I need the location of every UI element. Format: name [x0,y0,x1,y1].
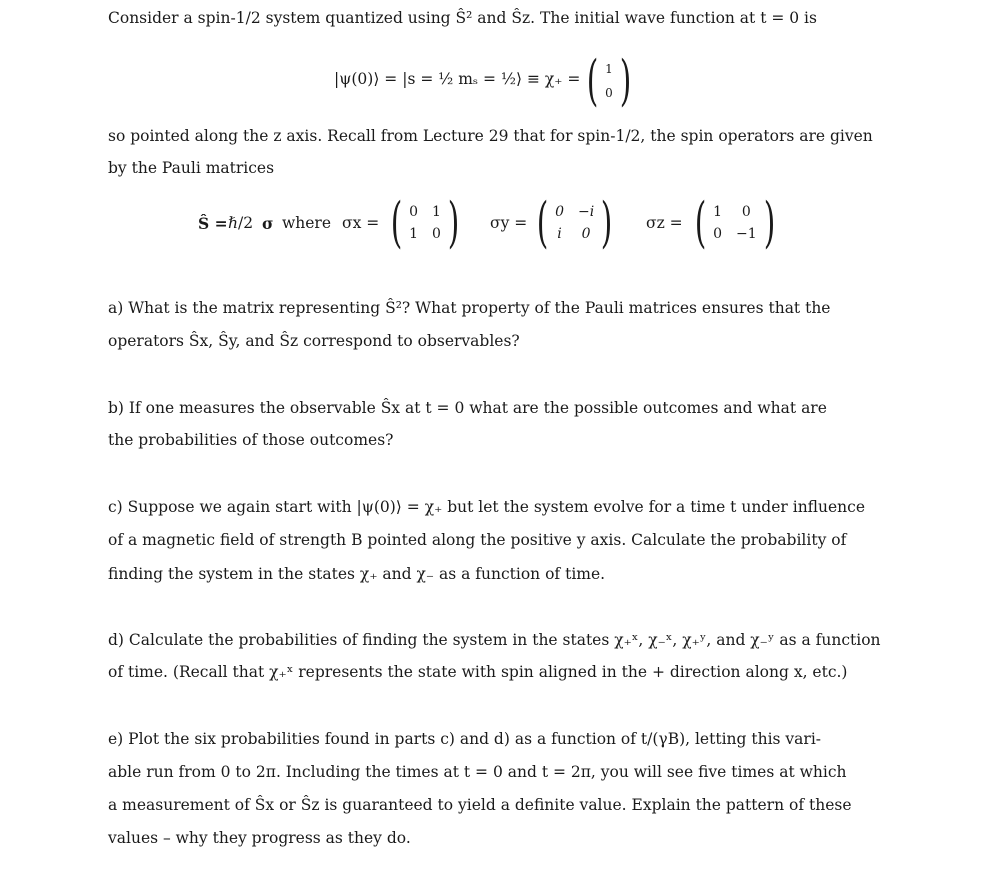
part-a-line-2: operators Ŝx, Ŝy, and Ŝz correspond to observables? [108,332,520,350]
sigma-y-label: σy = [490,214,528,232]
part-c-line-2: of a magnetic field of strength B pointed along the positive y axis. Calculate the probability of [108,531,847,549]
matrix-entry: 0 [432,226,441,242]
where-word: where [282,214,332,232]
part-b-line-2: the probabilities of those outcomes? [108,431,394,449]
matrix-entry: 0 [713,226,722,242]
recall-line-1: so pointed along the z axis. Recall from Lecture 29 that for spin-1/2, the spin operators are given [108,127,873,145]
intro-line: Consider a spin-1/2 system quantized using Ŝ² and Ŝz. The initial wave function at t = 0 is [108,9,817,27]
matrix-entry: 0 [555,204,564,220]
part-a-line-1: a) What is the matrix representing Ŝ²? What property of the Pauli matrices ensures that the [108,299,831,317]
sigma-x-matrix: ( 0 1 1 0 ) [390,191,460,254]
part-e-line-3: a measurement of Ŝx or Ŝz is guaranteed to yield a definite value. Explain the pattern of these [108,796,852,814]
sigma-y-matrix: ( 0 −i i 0 ) [536,191,613,254]
part-d-line-1: d) Calculate the probabilities of finding the system in the states χ₊ˣ, χ₋ˣ, χ₊ʸ, and χ₋ʸ as a function [108,631,881,649]
matrix-entry: 0 [581,226,591,242]
vec-entry: 0 [605,86,613,100]
spin-operator-symbol: Ŝ = [198,214,228,233]
part-e-line-4: values – why they progress as they do. [108,829,411,847]
sigma-z-matrix: ( 1 0 0 −1 ) [694,191,775,254]
matrix-entry: 0 [409,204,418,220]
matrix-entry: −1 [736,226,757,242]
matrix-entry: 1 [432,204,441,220]
vec-entry: 1 [605,62,613,76]
part-d-line-2: of time. (Recall that χ₊ˣ represents the state with spin aligned in the + direction along x, etc.) [108,663,848,681]
matrix-entry: 0 [741,204,751,220]
sigma-vector: σ [262,214,274,233]
initial-state-equation: |ψ(0)⟩ = |s = ½ mₛ = ½⟩ ≡ χ₊ = [334,70,581,88]
initial-state-vector: ( 1 0 ) [586,49,632,112]
sigma-x-label: σx = [342,214,380,232]
hbar-over-two: ℏ/2 [228,214,254,232]
matrix-entry: 1 [409,226,418,242]
part-c-line-1: c) Suppose we again start with |ψ(0)⟩ = χ₊ but let the system evolve for a time t under influence [108,498,866,516]
matrix-entry: −i [578,204,595,220]
matrix-entry: i [557,226,562,242]
sigma-z-label: σz = [646,214,683,232]
part-e-line-1: e) Plot the six probabilities found in parts c) and d) as a function of t/(γB), letting this vari- [108,730,822,748]
matrix-entry: 1 [713,204,722,220]
recall-line-2: by the Pauli matrices [108,159,275,177]
part-b-line-1: b) If one measures the observable Ŝx at t = 0 what are the possible outcomes and what are [108,399,827,417]
part-e-line-2: able run from 0 to 2π. Including the times at t = 0 and t = 2π, you will see five times at which [108,763,847,781]
part-c-line-3: finding the system in the states χ₊ and χ₋ as a function of time. [108,565,606,583]
